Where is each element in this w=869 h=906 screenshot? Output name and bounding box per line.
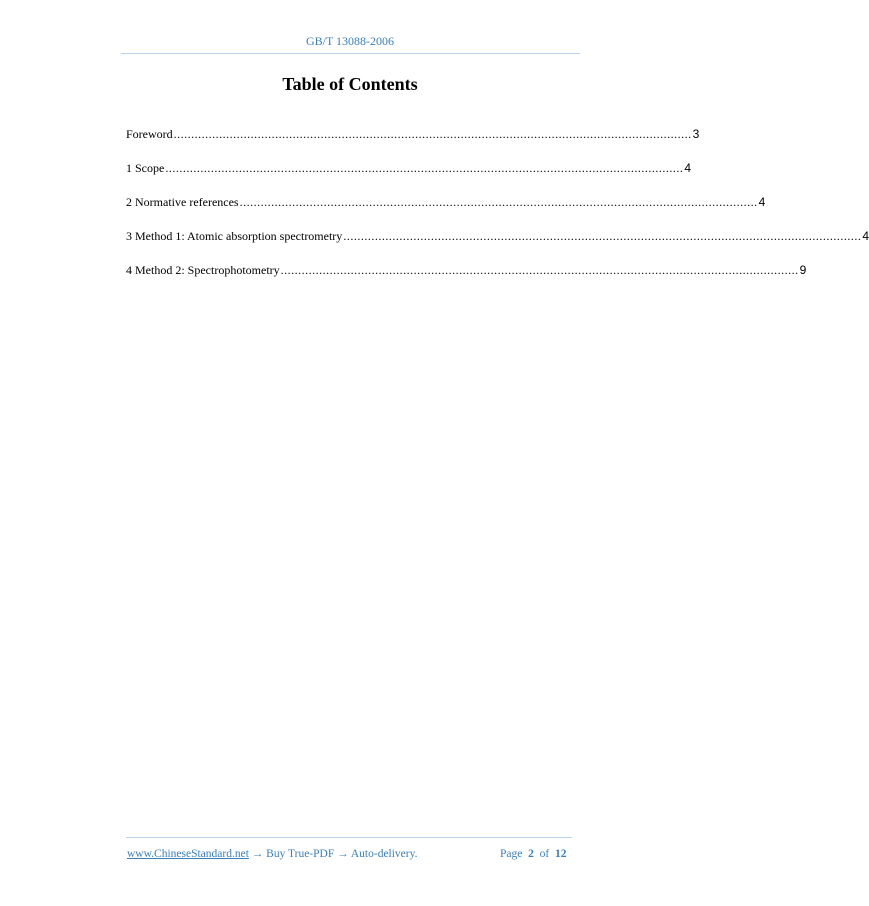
toc-entry-normative-references[interactable]: [126, 195, 766, 229]
page-current: 2: [528, 848, 534, 860]
page-title: Table of Contents: [282, 74, 418, 94]
page-word: Page: [500, 848, 523, 860]
auto-delivery-text: Auto-delivery.: [350, 848, 418, 860]
toc-entry-label: 3 Method 1: Atomic absorption spectrometry: [126, 229, 343, 243]
page-of-word: of: [539, 848, 550, 860]
toc-entry-label: 1 Scope: [126, 161, 165, 175]
toc-entry-method-1[interactable]: [126, 229, 869, 263]
arrow-right-icon: →: [248, 848, 267, 860]
toc-entry-label: Foreword: [126, 127, 173, 141]
toc-dot-leader: ....................................................................................................................................................: [343, 229, 862, 243]
toc-entry-page: 3: [692, 127, 700, 141]
buy-true-pdf-text: Buy True-PDF: [266, 848, 335, 860]
toc-entry-page: 4: [684, 161, 692, 175]
page-total: 12: [554, 848, 567, 860]
toc-entry-page: 4: [862, 229, 869, 243]
toc-dot-leader: ....................................................................................................................................................: [239, 195, 758, 209]
toc-entry-foreword[interactable]: [126, 127, 700, 161]
page-number: [500, 848, 566, 860]
toc-list: [126, 127, 869, 297]
header-standard-code: GB/T 13088-2006: [305, 34, 395, 48]
footer-divider: [126, 837, 572, 838]
header-divider: [121, 53, 580, 54]
toc-entry-method-2[interactable]: [126, 263, 807, 297]
toc-dot-leader: ....................................................................................................................................................: [173, 127, 692, 141]
toc-entry-label: 4 Method 2: Spectrophotometry: [126, 263, 280, 277]
toc-entry-page: 9: [799, 263, 807, 277]
toc-dot-leader: ....................................................................................................................................................: [280, 263, 799, 277]
toc-entry-scope[interactable]: [126, 161, 692, 195]
site-link[interactable]: www.ChineseStandard.net: [127, 848, 249, 860]
toc-dot-leader: ....................................................................................................................................................: [165, 161, 684, 175]
toc-entry-page: 4: [758, 195, 766, 209]
footer-promo: [127, 848, 418, 860]
toc-entry-label: 2 Normative references: [126, 195, 239, 209]
arrow-right-icon: →: [334, 848, 351, 860]
